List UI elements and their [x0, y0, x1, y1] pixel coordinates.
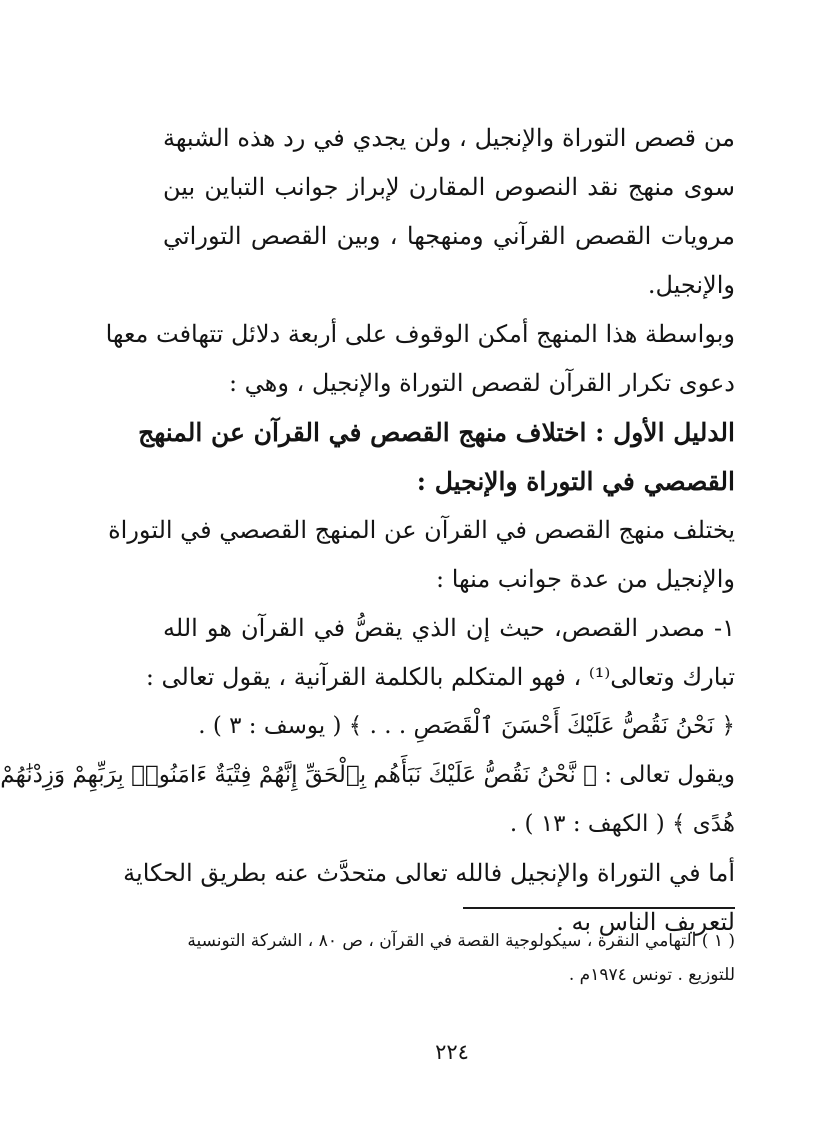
paragraph-line: ١- مصدر القصص، حيث إن الذي يقصُّ في القرآن هو الله	[163, 614, 735, 642]
quran-verse-line: هُدًى ﴾ ( الكهف : ١٣ ) .	[509, 811, 735, 837]
page-number: ٢٢٤	[435, 1040, 469, 1064]
paragraph-line: تبارك وتعالى⁽¹⁾ ، فهو المتكلم بالكلمة القرآنية ، يقول تعالى :	[145, 663, 735, 691]
paragraph-line: والإنجيل.	[647, 271, 735, 299]
paragraph-line: سوى منهج نقد النصوص المقارن لإبراز جوانب التباين بين	[163, 173, 735, 201]
paragraph-line: دعوى تكرار القرآن لقصص التوراة والإنجيل ، وهي :	[228, 369, 735, 397]
quran-verse-line: ﴿ نَحْنُ نَقُصُّ عَلَيْكَ أَحْسَنَ ٱلْقَصَصِ . . . ﴾ ( يوسف : ٣ ) .	[198, 713, 735, 739]
page-body	[0, 114, 735, 947]
footnote-line: ( ١ ) التهامي النقرة ، سيكولوجية القصة في القرآن ، ص ٨٠ ، الشركة التونسية	[187, 931, 735, 951]
paragraph-line: من قصص التوراة والإنجيل ، ولن يجدي في رد هذه الشبهة	[163, 124, 735, 152]
paragraph-line: مرويات القصص القرآني ومنهجها ، وبين القصص التوراتي	[163, 222, 735, 250]
footnote-line: للتوزيع . تونس ١٩٧٤م .	[568, 965, 735, 985]
paragraph-line: أما في التوراة والإنجيل فالله تعالى متحدَّث عنه بطريق الحكاية	[123, 859, 735, 887]
footnote-divider	[463, 907, 735, 909]
paragraph-line: وبواسطة هذا المنهج أمكن الوقوف على أربعة دلائل تتهافت معها	[105, 320, 735, 348]
footnotes	[163, 924, 735, 992]
quran-verse-line: ويقول تعالى : ﴿ نَّحْنُ نَقُصُّ عَلَيْكَ نَبَأَهُم بِٱلْحَقِّ إِنَّهُمْ فِتْيَةٌ ءَامَنُوا۟ بِرَبِّهِمْ وَزِدْنَٰهُمْ	[0, 762, 735, 788]
paragraph-line: لتعريف الناس به .	[556, 908, 735, 936]
section-heading: الدليل الأول : اختلاف منهج القصص في القرآن عن المنهج	[138, 418, 735, 447]
paragraph-line: يختلف منهج القصص في القرآن عن المنهج القصصي في التوراة	[108, 516, 735, 544]
paragraph-line: والإنجيل من عدة جوانب منها :	[435, 565, 735, 593]
section-heading: القصصي في التوراة والإنجيل :	[416, 467, 735, 496]
